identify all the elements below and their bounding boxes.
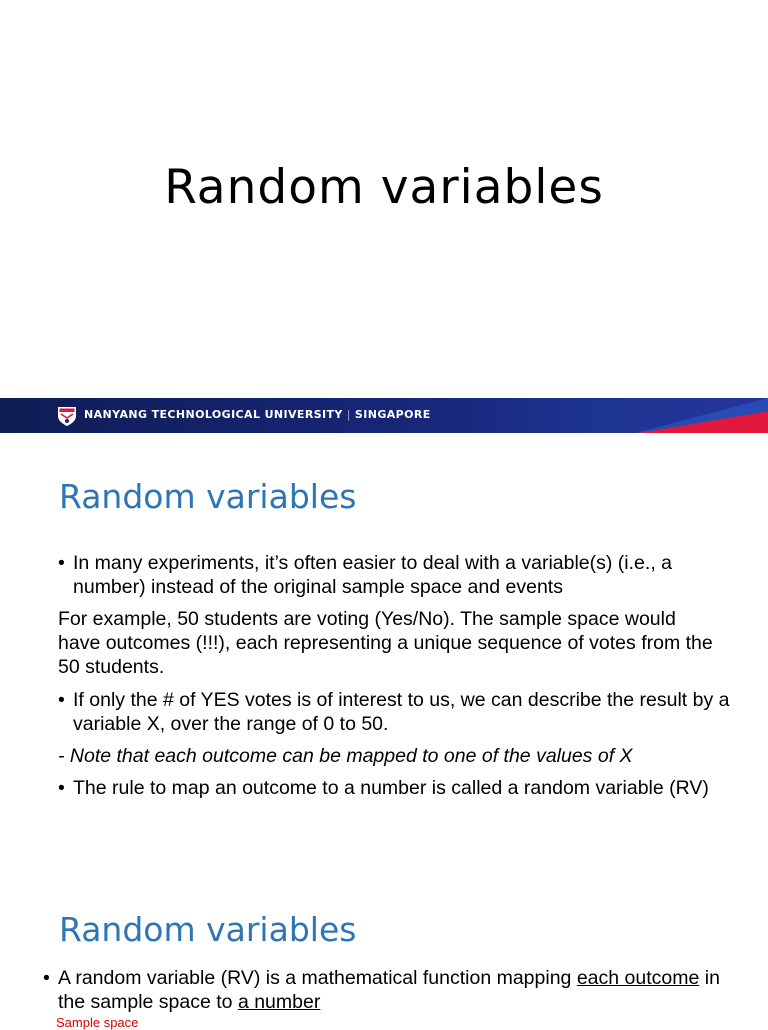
- university-crest-icon: [56, 405, 78, 427]
- banner-text: [84, 408, 431, 421]
- section-title: Random variables: [59, 477, 357, 516]
- list-item: [43, 966, 743, 1014]
- bullet-marker: •: [58, 689, 65, 711]
- bullet-text: The rule to map an outcome to a number is called a random variable (RV): [73, 777, 709, 799]
- university-name: NANYANG TECHNOLOGICAL UNIVERSITY: [84, 408, 343, 421]
- note-text: - Note that each outcome can be mapped to one of the values of X: [58, 745, 633, 767]
- banner-accent-red: [618, 398, 768, 433]
- bullet-text: [43, 966, 743, 1014]
- title-slide: [0, 0, 768, 398]
- banner-separator: |: [346, 408, 351, 421]
- list-item: [58, 688, 738, 736]
- university-location: SINGAPORE: [354, 408, 431, 421]
- sample-space-label: Sample space: [56, 1015, 139, 1030]
- bullet-text: If only the # of YES votes is of interest to us, we can describe the result by a variable X, over the range of 0 to 50.: [73, 689, 730, 735]
- bullet-text-middle: in the sample space to: [58, 967, 720, 1013]
- bullet-text-start: A random variable (RV) is a mathematical function mapping: [58, 967, 577, 989]
- example-paragraph: For example, 50 students are voting (Yes/No). The sample space would have outcomes (!!!), each representing a unique sequence of votes from the 50 students.: [58, 608, 713, 678]
- bullet-text: In many experiments, it’s often easier to deal with a variable(s) (i.e., a number) instead of the original sample space and events: [73, 552, 672, 598]
- section-title: Random variables: [59, 910, 357, 949]
- bullet-marker: •: [58, 552, 65, 574]
- slide-title: Random variables: [164, 160, 604, 215]
- bullet-marker: •: [43, 967, 50, 989]
- bullet-marker: •: [58, 777, 65, 799]
- list-item: [58, 776, 738, 800]
- underlined-term: a number: [237, 991, 321, 1013]
- list-item: [58, 551, 738, 599]
- underlined-term: each outcome: [576, 967, 700, 989]
